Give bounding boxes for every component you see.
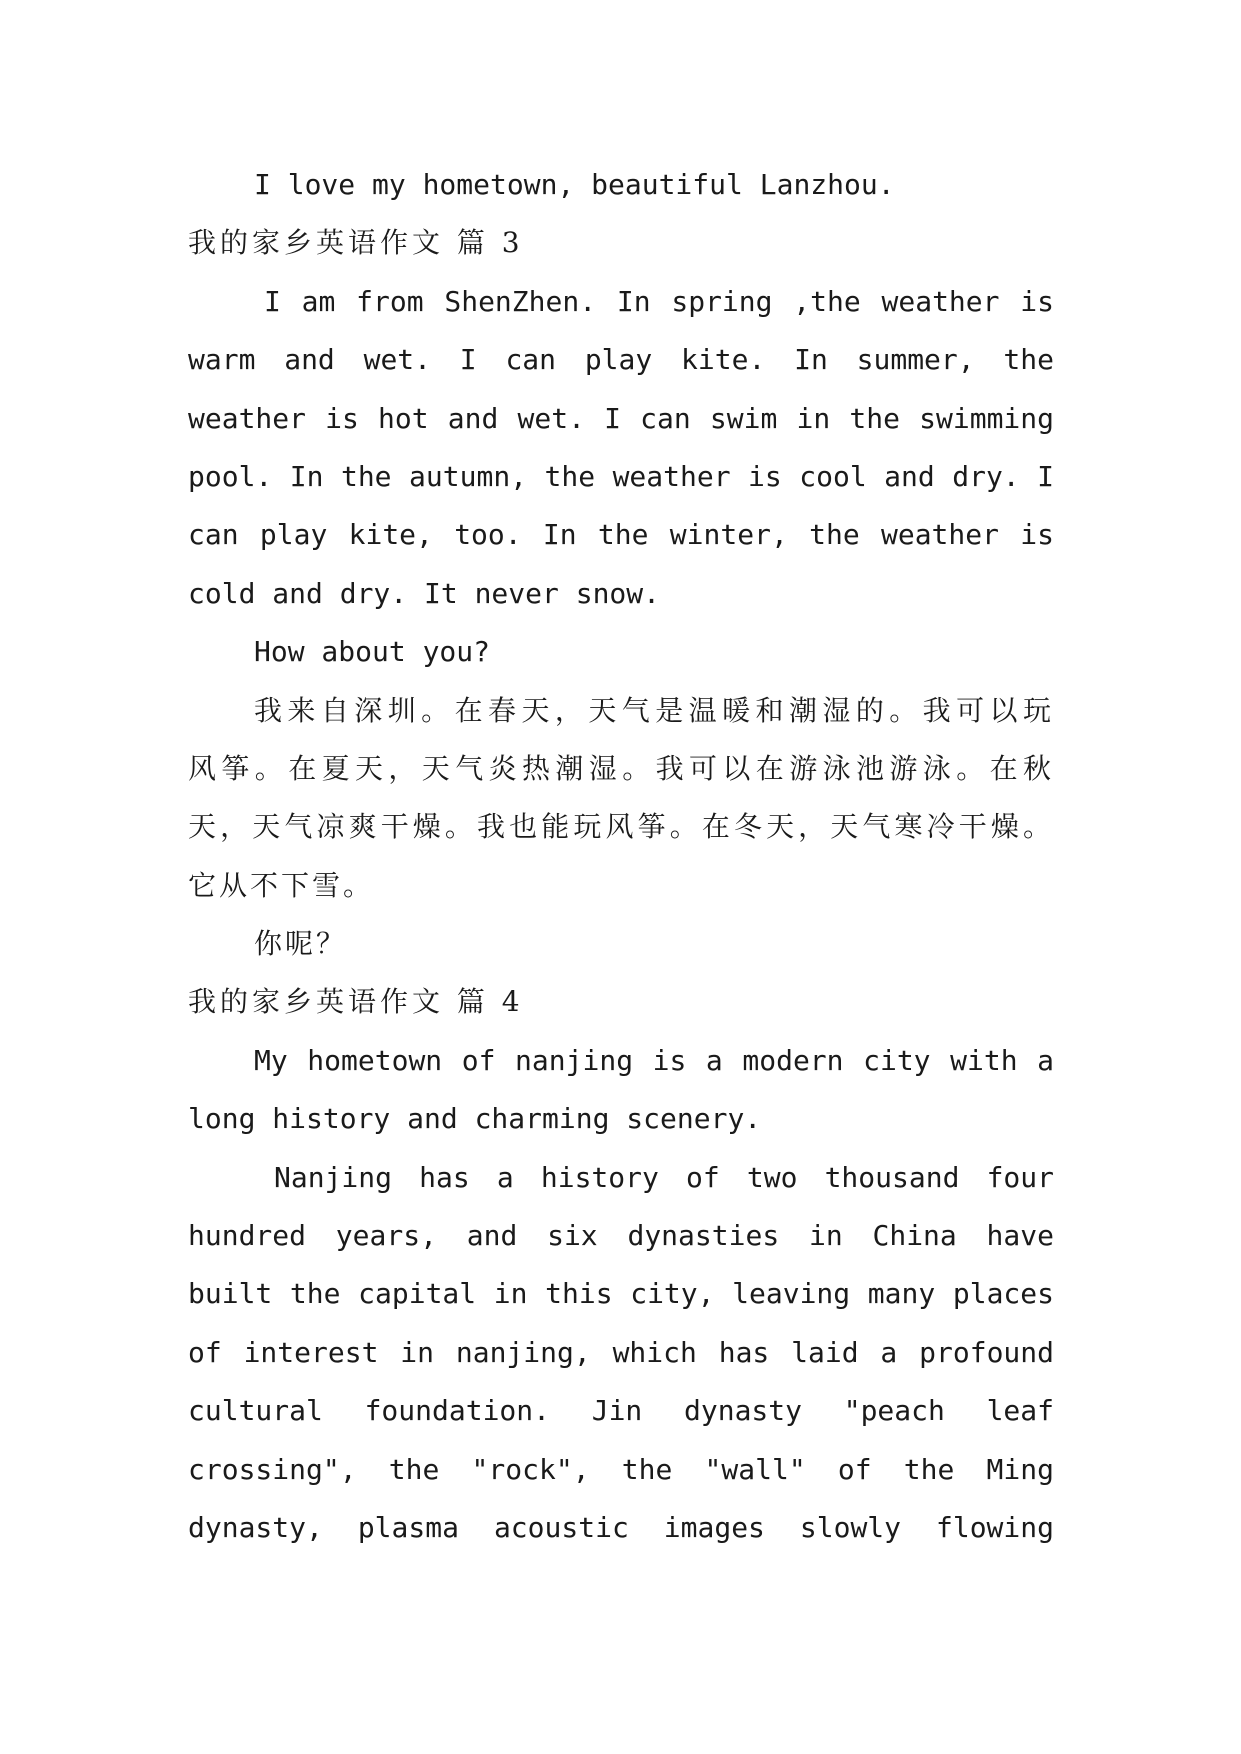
paragraph-line: How about you? [254, 635, 491, 669]
paragraph-line: Nanjing has a history of two thousand four [274, 1160, 1054, 1194]
section-heading: 我的家乡英语作文 篇 4 [188, 985, 524, 1019]
paragraph-line: 我来自深圳。在春天，天气是温暖和潮湿的。我可以玩 [254, 693, 1054, 727]
paragraph-line: cold and dry. It never snow. [188, 576, 661, 610]
paragraph-line: My hometown of nanjing is a modern city with a [254, 1043, 1054, 1077]
paragraph-line: pool. In the autumn, the weather is cool and dry. I [188, 459, 1054, 493]
paragraph-line: crossing", the "rock", the "wall" of the Ming [188, 1452, 1054, 1486]
paragraph-line: cultural foundation. Jin dynasty "peach leaf [188, 1394, 1054, 1428]
paragraph-line: warm and wet. I can play kite. In summer, the [188, 343, 1054, 377]
paragraph-line: long history and charming scenery. [188, 1102, 762, 1136]
paragraph-line: I am from ShenZhen. In spring ,the weather is [264, 284, 1054, 318]
paragraph-line: weather is hot and wet. I can swim in the swimming [188, 401, 1054, 435]
paragraph-line: I love my hometown, beautiful Lanzhou. [254, 168, 895, 201]
paragraph-line: 它从不下雪。 [188, 868, 375, 902]
paragraph-line: can play kite, too. In the winter, the weather is [188, 518, 1054, 552]
paragraph-line: 风筝。在夏天，天气炎热潮湿。我可以在游泳池游泳。在秋 [188, 751, 1054, 785]
paragraph-line: 你呢？ [254, 927, 348, 961]
paragraph-line: dynasty, plasma acoustic images slowly flowing [188, 1510, 1054, 1544]
paragraph-line: of interest in nanjing, which has laid a profound [188, 1335, 1054, 1369]
paragraph-line: hundred years, and six dynasties in China have [188, 1219, 1054, 1253]
document-page [188, 156, 1054, 1557]
section-heading: 我的家乡英语作文 篇 3 [188, 226, 524, 260]
paragraph-line: built the capital in this city, leaving many places [188, 1277, 1054, 1311]
paragraph-line: 天，天气凉爽干燥。我也能玩风筝。在冬天，天气寒冷干燥。 [188, 810, 1054, 844]
